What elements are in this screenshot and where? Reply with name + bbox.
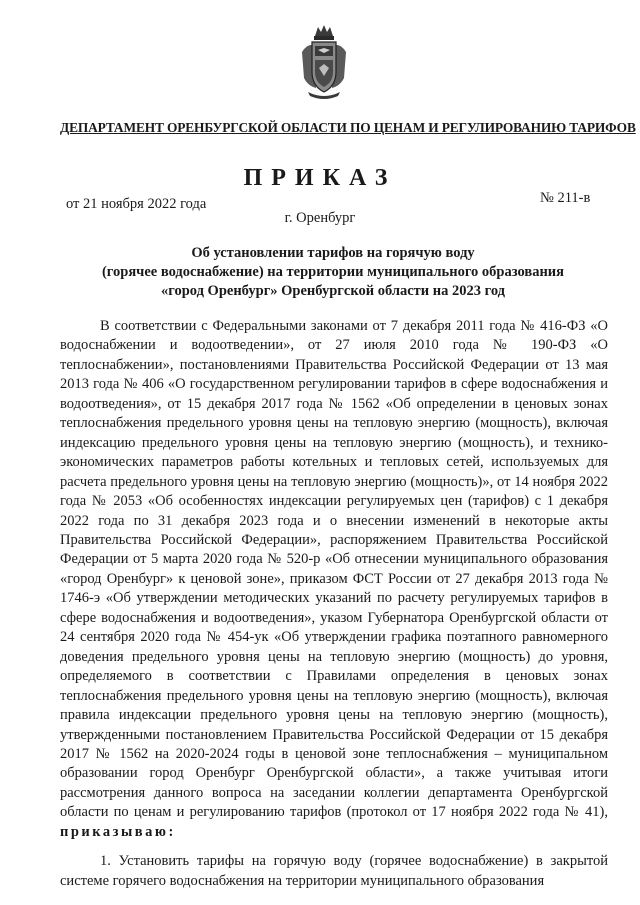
order-preamble [60,317,608,842]
order-title-line: Об установлении тарифов на горячую воду [191,245,475,261]
order-title [60,244,606,301]
order-number: № 211-в [540,190,591,206]
document-type-heading: ПРИКАЗ [243,165,397,191]
order-word: приказываю: [60,823,176,840]
order-date: от 21 ноября 2022 года [66,196,207,212]
orenburg-coat-of-arms-icon [298,22,350,100]
order-city: г. Оренбург [284,210,356,226]
preamble-text: В соответствии с Федеральными законами от 7 декабря 2011 года № 416-ФЗ «О водоснабжении и водоотведении», от 27 июля 2010 года № 190-ФЗ «О теплоснабжении», постановлениями Правительства Российской Федерации от 13 мая 2013 года № 406 «О государственном регулировании тарифов в сфере водоснабжения и водоотведения», от 15 декабря 2017 года № 1562 «Об определении в ценовых зонах теплоснабжения предельного уровня цены на тепловую энергию (мощность), включая индексацию предельного уровня цены на тепловую энергию (мощность), и технико-экономических параметров работы котельных и тепловых сетей, используемых для расчета предельного уровня цены на тепловую энергию (мощность)», от 14 ноября 2022 года № 2053 «Об особенностях индексации регулируемых цен (тарифов) с 1 декабря 2022 года по 31 декабря 2023 года и о внесении изменений в некоторые акты Правительства Российской Федерации», распоряжением Правительства Российской Федерации от 5 марта 2020 года № 520-р «Об отнесении муниципального образования «город Оренбург» к ценовой зоне», приказом ФСТ России от 27 декабря 2013 года № 1746-э «Об утверждении методических указаний по расчету регулируемых тарифов в сфере водоснабжения и водоотведения», указом Губернатора Оренбургской области от 24 сентября 2020 года № 454-ук «Об утверждении графика поэтапного равномерного доведения предельного уровня цены на тепловую энергию (мощность) до уровня, определяемого в соответствии с Правилами определения в ценовых зонах теплоснабжения предельного уровня цены на тепловую энергию (мощность), включая правила индексации предельного уровня цены на тепловую энергию (мощность), утвержденными постановлением Правительства Российской Федерации от 15 декабря 2017 № 1562 на 2020-2024 годы в ценовой зоне теплоснабжения – муниципальном образовании город Оренбург Оренбургской области», а также учитывая итоги рассмотрения данного вопроса на заседании коллегии департамента Оренбургской области по ценам и регулированию тарифов (протокол от 17 ноября 2022 года № 41), [60,318,608,821]
order-title-line: (горячее водоснабжение) на территории муниципального образования [101,264,565,280]
department-name: ДЕПАРТАМЕНТ ОРЕНБУРГСКОЙ ОБЛАСТИ ПО ЦЕНАМ И РЕГУЛИРОВАНИЮ ТАРИФОВ [60,120,636,135]
order-item-1: 1. Установить тарифы на горячую воду (горячее водоснабжение) в закрытой системе горячего водоснабжения на территории муниципального образования [60,853,608,889]
order-title-line: «город Оренбург» Оренбургской области на 2023 год [160,283,506,299]
